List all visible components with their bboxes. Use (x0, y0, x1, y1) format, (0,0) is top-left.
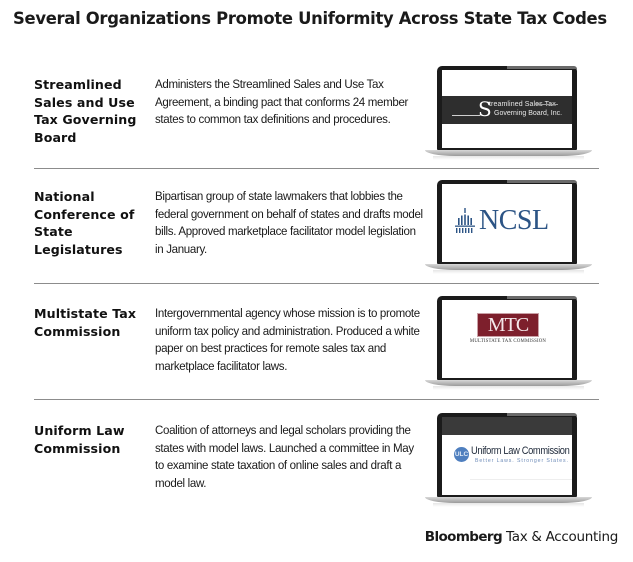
laptop-mtc (425, 296, 592, 392)
org-name: Streamlined Sales and Use Tax Governing Board (34, 77, 137, 145)
ulc-logo-tagline: Better Laws. Stronger States. (475, 458, 569, 464)
laptop-screen (442, 70, 572, 148)
sst-logo-line2: Governing Board, Inc. (494, 110, 563, 117)
org-name: Uniform Law Commission (34, 423, 125, 456)
capitol-dome-icon (454, 208, 476, 234)
org-description: Coalition of attorneys and legal scholars providing the states with model laws. Launched a committee in May to examine state taxation of online sales and draft a model law. (155, 423, 414, 490)
mtc-logo-subtitle: MULTISTATE TAX COMMISSION (469, 339, 547, 344)
footer-brand-rest: Tax & Accounting (506, 529, 618, 545)
laptop-lid (437, 180, 577, 264)
sst-logo (442, 96, 572, 124)
laptop-ulc (425, 413, 592, 509)
laptop-lid (437, 413, 577, 497)
laptop-sst (425, 66, 592, 162)
mtc-logo-text: MTC (487, 314, 529, 336)
footer-brand: Bloomberg (424, 529, 503, 545)
ulc-badge-icon: ULC (454, 447, 469, 462)
laptop-lid (437, 66, 577, 150)
sst-logo-line1: treamlined Sales Tax (489, 101, 556, 108)
divider (34, 283, 599, 284)
laptop-lid (437, 296, 577, 380)
org-description: Bipartisan group of state lawmakers that lobbies the federal government on behalf of states and drafts model bills. Approved marketplace facilitator model legislation in January. (155, 189, 423, 256)
org-name: Multistate Tax Commission (34, 306, 137, 339)
org-description: Intergovernmental agency whose mission is to promote uniform tax policy and administration. Produced a white paper on best practices for remote sales tax and marketplace facilitator laws. (155, 306, 420, 373)
laptop-screen (442, 417, 572, 495)
divider (34, 168, 599, 169)
footer-credit (425, 529, 618, 545)
divider (34, 399, 599, 400)
laptop-screen (442, 300, 572, 378)
page-title: Several Organizations Promote Uniformity Across State Tax Codes (13, 9, 607, 28)
mtc-logo (477, 313, 539, 337)
laptop-ncsl (425, 180, 592, 276)
sst-logo-initial: S (478, 97, 492, 121)
ulc-logo-text: Uniform Law Commission (471, 445, 570, 457)
laptop-screen (442, 184, 572, 262)
ncsl-logo (454, 206, 549, 236)
org-description: Administers the Streamlined Sales and Use Tax Agreement, a binding pact that conforms 24 member states to common tax definitions and procedures. (155, 77, 409, 126)
ncsl-logo-text: NCSL (479, 205, 549, 236)
org-name: National Conference of State Legislatures (34, 189, 135, 257)
